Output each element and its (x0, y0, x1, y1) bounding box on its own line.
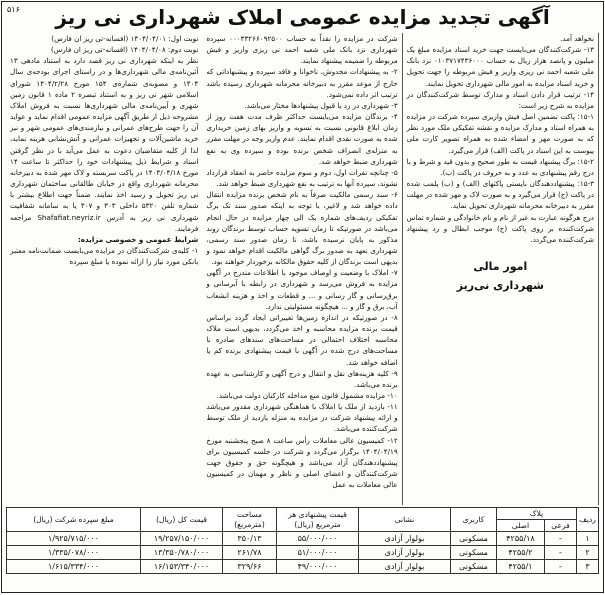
cell-row: ۲ (577, 546, 599, 560)
paragraph: نخواهد آمد. (560, 34, 594, 43)
signature-line: امور مالی (473, 259, 528, 273)
paragraph: ۴- برندگان مزایده می‌بایست حداکثر ظرف مدت هفت روز از زمان ابلاغ قانونی نسبت به تسویه و واریز بهای زمین خریداری شده به صورت نقدی اقدام نمایند. عدم واریز وجه در مهلت مقرر به منزله‌ی انصراف شخص برنده بوده و سپرده وی به نفع شهرداری ضبط خواهد شد. (206, 112, 398, 166)
paragraph: ۸- در صورتیکه در اندازه زمین‌ها تغییراتی ایجاد گردد براساس قیمت برنده مزایده محاسبه و اخذ می‌گردد، بدیهی است ملاک محاسبه اختلاف احتمالی در مساحت‌های سندهای صادره با مساحت‌های درج شده در آگهی با قیمت پیشنهادی برنده کم یا اضافه خواهد شد. (206, 312, 398, 367)
table-row (7, 546, 599, 560)
table-row (7, 532, 599, 546)
property-table (6, 507, 599, 574)
header-plaque: پلاک (497, 508, 577, 520)
cell-row: ۱ (577, 532, 599, 546)
cell-main: ۴۲۵۵/۱ (497, 560, 545, 574)
header-row: ردیف (577, 508, 599, 532)
paragraph: ۳- شهرداری در رد یا قبول پیشنهادها مختار می‌باشد. (244, 100, 398, 110)
cell-area: ۲۶۱/۷۸ (223, 546, 277, 560)
header-usage: کاربری (451, 508, 497, 532)
paragraph: درج هرگونه عبارت به غیر از نام و نام خانوادگی و شماره تماس شرکت‌کننده بر روی پاکت (ج) موجب ابطال و رد پیشنهاد شرکت‌کننده می‌گردد. (406, 212, 594, 244)
paragraph: ۷- املاک با وضعیت و اوصاف موجود با اطلاعات مندرج در آگهی مزایده به فروش می‌رسد و شهرداری در رابطه با آبرسانی و برق‌رسانی و گاز رسانی و ... و قطعات و اخذ و هزینه انشعاب آب، برق و گاز و ... هیچگونه مسئولیتی ندارد. (206, 268, 398, 311)
page-number: ۵۱۶ (7, 5, 20, 14)
page-title: آگهی تجدید مزایده عمومی املاک شهرداری نی ریز (55, 5, 550, 29)
property-table-wrap (6, 507, 599, 574)
cell-main: ۴۲۵۵/۱۸ (497, 532, 545, 546)
announcement-page (1, 1, 604, 593)
cell-sub: - (545, 546, 577, 560)
cell-total-price: ۱۹/۲۵۷/۱۵۰/۰۰۰ (141, 532, 223, 546)
paragraph: ۲- به پیشنهادات مخدوش، ناخوانا و فاقد سپرده و پیشنهاداتی که خارج از موعد مقرر به دبیرخانه محرمانه شهرداری رسیده باشد ترتیب اثر داده نمی‌شود. (206, 67, 398, 99)
cell-unit-price: ۵۱/۰۰۰/۰۰۰ (277, 546, 359, 560)
signature (407, 257, 594, 295)
cell-main: ۴۲۵۵/۲ (497, 546, 545, 560)
column-right (6, 33, 202, 505)
paragraph: ۱۳- شرکت‌کنندگان می‌بایست جهت خرید اسناد مزایده مبلغ یک میلیون و پانصد هزار ریال به حساب ۰۱۰۳۷۱۷۴۳۶۰۰۰ نزد بانک ملی شعبه احمد نی ریزی واریز و فیش مربوطه را جهت تحویل و خرید اسناد مزایده به امور مالی شهرداری تحویل نمایند. (406, 45, 594, 88)
column-middle (202, 33, 402, 505)
cell-deposit: ۱/۳۳۵/۰۷۸/۰۰۰ (7, 546, 141, 560)
paragraph: ۱۵-۱: پاکت تضمین اصل فیش واریزی سپرده شرکت در مزایده به همراه اسناد و مدارک مزایده و نقشه تفکیکی ملک مورد نظر که به صورت مهر و امضاء شده به همراه تصویر کارت ملی پیوست به این اسناد در پاکت (الف) قرار می‌گیرد. (406, 112, 594, 155)
cell-sub: - (545, 532, 577, 546)
paragraph: ۱۱- بازدید از ملک یا املاک با هماهنگی شهرداری مقدور می‌باشد و ارائه پیشنهاد شرکت در مزایده به منزله بازدید از ملک توسط شرکت‌کننده می‌باشد. (206, 402, 398, 434)
signature-line: شهرداری نی‌ریز (456, 278, 544, 292)
header-address: نشانی (359, 508, 451, 532)
cell-total-price: ۱۶/۱۵۳/۳۴۰/۰۰۰ (141, 560, 223, 574)
header-plaque-main: اصلی (497, 520, 545, 532)
paragraph: ۵- چنانچه نفرات اول، دوم و سوم مزایده حاضر به انعقاد قرارداد نشوند، سپرده آنها به ترتیب به نفع شهرداری ضبط خواهد شد. (206, 167, 398, 189)
cell-usage: مسکونی (451, 532, 497, 546)
header-plaque-sub: فرعی (545, 520, 577, 532)
cell-deposit: ۱/۶۱۵/۳۳۴/۰۰۰ (7, 560, 141, 574)
cell-area: ۳۵۰/۱۳ (223, 532, 277, 546)
body-columns (6, 33, 599, 505)
paragraph: ۱۴- ترتیب قرار دادن اسناد و مدارک توسط شرکت‌کنندگان در مزایده به شرح زیر است: (406, 89, 594, 110)
paragraph: ۶- سند رسمی مالکیت صرفاً به نام شخص برنده مزایده انتقال داده خواهد شد و لاغیر، با توجه به اینکه صدور سند تک برگ تفکیکی ردیف‌های شماره یک الی چهار مزایده در حال انجام می‌باشد در صورتیکه تا زمان تسویه حساب توسط برندگان روند مذکور به پایان نرسیده باشد، تا زمان صدور سند رسمی، شهرداری تعهد به صدور برگ گواهی مالکیت اقدام خواهد نمود و بدیهی است برندگان از کلیه حقوق مالکانه برخوردار خواهند بود. (206, 190, 398, 267)
cell-total-price: ۱۳/۳۵۰/۷۸۰/۰۰۰ (141, 546, 223, 560)
paragraph: ۹- کلیه هزینه‌های نقل و انتقال و درج آگهی و کارشناسی به عهده برنده می‌باشد. (206, 368, 398, 389)
paragraph: ۱۵-۳: پیشنهاددهندگان بایستی پاکتهای (الف) و (ب) پلمب شده در پاکت (ج) قرار می‌گیرد و به صورت لاک و مهر شده در مهلت مقرر به دبیرخانه محرمانه شهرداری تحویل نماید. (406, 179, 594, 211)
paragraph: شرکت در مزایده را نقداً به حساب ۰۰۰۴۳۲۶۶۰۹۲۵۰۰ سپرده شهرداری نزد بانک ملی شعبه احمد نی ریزی واریز و فیش مربوطه را ضمیمه پیشنهاد نمایند. (206, 34, 398, 66)
section-heading: شرایط عمومی و خصوصی مزایده: (77, 234, 199, 244)
cell-usage: مسکونی (451, 546, 497, 560)
header-total-price: قیمت کل (ریال) (141, 508, 223, 532)
header-area: مساحت (مترمربع) (223, 508, 277, 532)
cell-sub: - (545, 560, 577, 574)
header-unit-price: قیمت پیشنهادی هر مترمربع (ریال) (277, 508, 359, 532)
cell-address: بولوار آزادی (359, 532, 451, 546)
paragraph: نظر به اینکه شهرداری نی ریز قصد دارد به استناد مادهی ۱۳ آئین‌نامه‌ی مالی شهرداری‌ها و در راستای اجرای بودجه‌ی سال ۱۴۰۴ و مصوبه‌ی شماره‌ی ۱۵۴ مورخ ۱۴۰۴/۲/۲۸ شورای اسلامی شهر نی ریز و به استناد تبصره ۲ ماده ۱ قانون زمین شهری و آیین‌نامه‌ی مالی شهرداری‌ها نسبت به فروش املاک مشروحه ذیل از طریق آگهی مزایده عمومی اقدام نماید و عواید آن را جهت طرح‌های عمرانی و نیازمندی‌های عمومی شهر و نیز خرید ماشین‌آلات و تجهیزات عمرانی و آتش‌نشانی هزینه نماید، لذا از کلیه متقاضیان دعوت به عمل می‌آید با در نظر گرفتن اسناد و شرایط ذیل پیشنهادات خود را حداکثر تا ساعت ۱۴ مورخ ۱۴۰۴/۰۴/۱۸ در پاکت سربسته و لاک مهر شده به دبیرخانه محرمانه شهرداری واقع در خیابان طالقانی ساختمان شهرداری نی ریز تحویل و رسید اخذ نمایند. ضمناً جهت اطلاع بیشتر با شماره تلفن ۵۳۲۰ داخلی ۳۰۳ و ۳۰۷ یا به سامانه شفافیت شهرداری نی ریز به آدرس Shafafiat.neyriz.ir مراجعه فرمایند. (10, 56, 199, 233)
cell-row: ۳ (577, 560, 599, 574)
cell-deposit: ۱/۹۲۵/۷۱۵/۰۰۰ (7, 532, 141, 546)
paragraph: ۱۰- مزایده مشمول قانون منع مداخله کارکنان دولت می‌باشد. (216, 391, 398, 400)
paragraph: نوبت اول: ۱۴۰۴/۰۴/۰۱ (افسانه-تی ریز ان فارس) (51, 34, 199, 43)
paragraph: ۱- کلیه‌ی شرکت‌کنندگان در مزایده می‌بایست ضمانت‌نامه معتبر بانکی مورد نیاز را ارائه نموده یا مبلغ سپرده (10, 245, 199, 267)
header-deposit: مبلغ سپرده شرکت (ریال) (7, 508, 141, 532)
column-left (403, 33, 599, 505)
cell-usage: مسکونی (451, 560, 497, 574)
paragraph: ۱۲- کمیسیون عالی معاملات رأس ساعت ۸ صبح پنجشنبه مورخ ۱۴۰۴/۰۴/۱۹ برگزار می‌گردد و شرکت در جلسه کمیسیون برای پیشنهاددهندگان آزاد می‌باشد و هیچگونه حق و حقوق جهت شرکت‌کنندگان و اعضای اصلی و ناظر و مهمان در کمیسیون عالی معاملات به عمل (206, 435, 398, 490)
cell-area: ۳۲۹/۶۶ (223, 560, 277, 574)
cell-address: بولوار آزادی (359, 546, 451, 560)
cell-unit-price: ۵۵/۰۰۰/۰۰۰ (277, 532, 359, 546)
cell-unit-price: ۴۹/۰۰۰/۰۰۰ (277, 560, 359, 574)
cell-address: بولوار آزادی (359, 560, 451, 574)
paragraph: ۱۵-۲: برگ پیشنهاد قیمت به طور صحیح و بدون قید و شرط و با درج رقم پیشنهادی به عدد و به حروف در پاکت (ب). (406, 156, 594, 177)
table-row (7, 560, 599, 574)
paragraph: نوبت دوم: ۱۴۰۴/۰۴/۰۸ (افسانه-تی ریز ان فارس) (50, 45, 199, 55)
